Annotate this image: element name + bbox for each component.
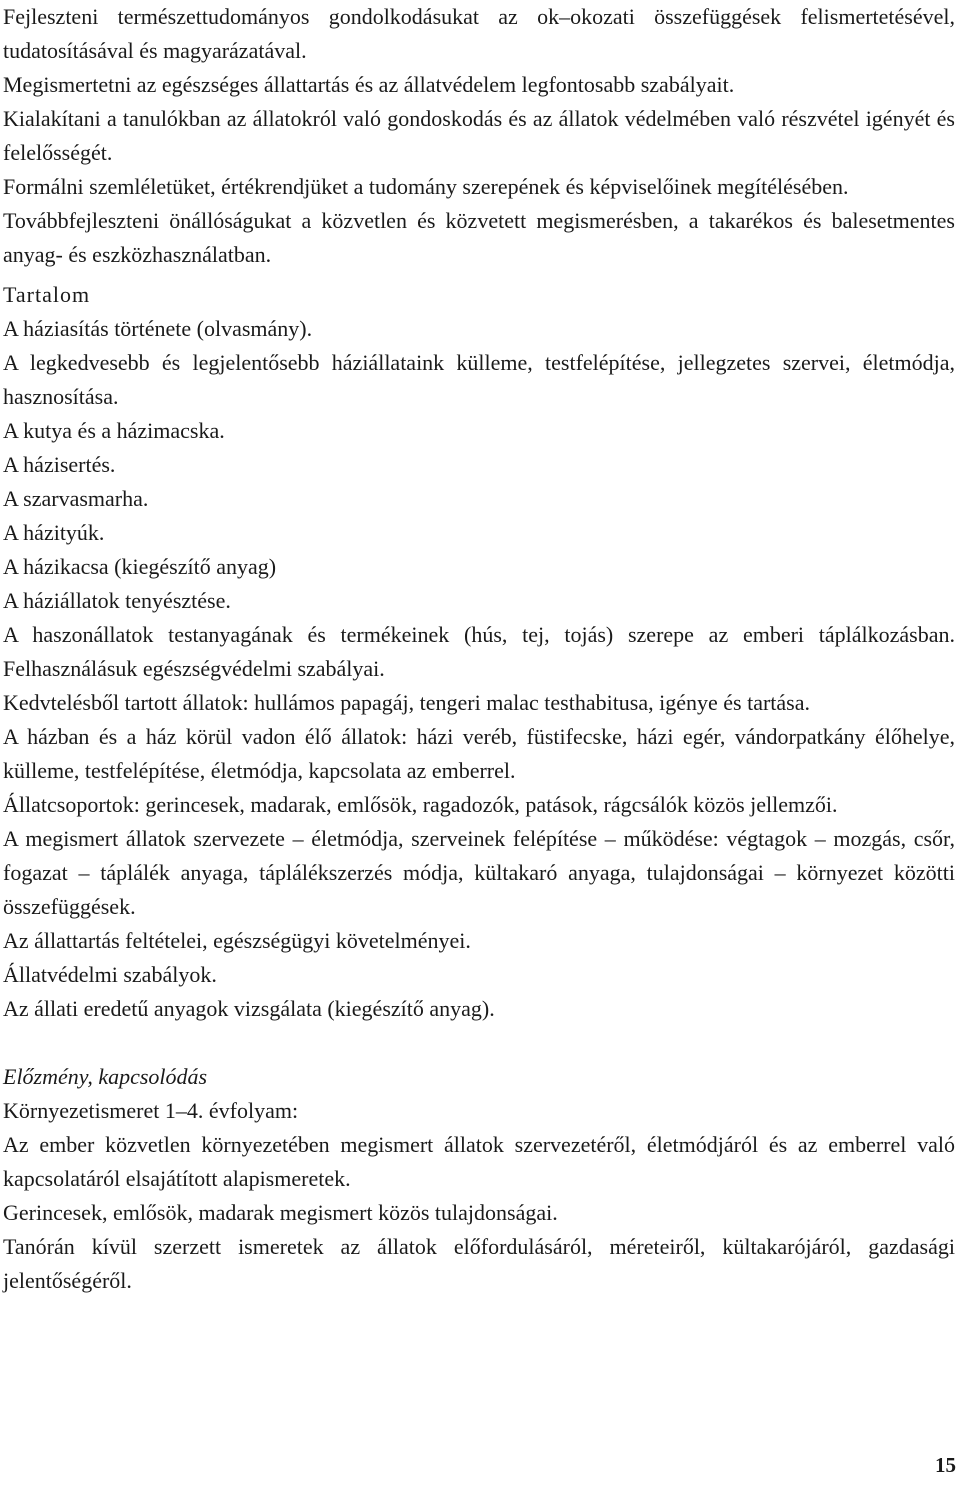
content-item: Kedvtelésből tartott állatok: hullámos papagáj, tengeri malac testhabitusa, igénye és tartása. <box>3 690 811 715</box>
content-heading: Tartalom <box>3 282 91 307</box>
prerequisite-item: Tanórán kívül szerzett ismeretek az állatok előfordulásáról, méreteiről, kültakarójáról, gazdasági jelentőségéről. <box>3 1234 955 1293</box>
goal-paragraph: Továbbfejleszteni önállóságukat a közvetlen és közvetett megismerésben, a takarékos és balesetmentes anyag- és eszközhasználatban. <box>3 208 955 267</box>
prerequisites-heading: Előzmény, kapcsolódás <box>3 1064 208 1089</box>
content-item: A házisertés. <box>3 452 116 477</box>
goal-paragraph: Kialakítani a tanulókban az állatokról való gondoskodás és az állatok védelmében való részvétel igényét és felelősségét. <box>3 106 955 165</box>
content-item: Az állati eredetű anyagok vizsgálata (kiegészítő anyag). <box>3 996 495 1021</box>
content-item: A házityúk. <box>3 520 105 545</box>
goal-paragraph: Megismertetni az egészséges állattartás és az állatvédelem legfontosabb szabályait. <box>3 72 735 97</box>
content-item: A kutya és a házimacska. <box>3 418 225 443</box>
content-item: A házban és a ház körül vadon élő állatok: házi veréb, füstifecske, házi egér, vándorpatkány élőhelye, külleme, testfelépítése, életmódja, kapcsolata az emberrel. <box>3 724 955 783</box>
content-section <box>3 278 955 1026</box>
prerequisite-item: Környezetismeret 1–4. évfolyam: <box>3 1098 299 1123</box>
content-item: A legkedvesebb és legjelentősebb háziállataink külleme, testfelépítése, jellegzetes szervei, életmódja, hasznosítása. <box>3 350 955 409</box>
content-item: A haszonállatok testanyagának és termékeinek (hús, tej, tojás) szerepe az emberi táplálkozásban. Felhasználásuk egészségvédelmi szabályai. <box>3 622 955 681</box>
goal-paragraph: Fejleszteni természettudományos gondolkodásukat az ok–okozati összefüggések felismertetésével, tudatosításával és magyarázatával. <box>3 4 955 63</box>
content-item: A háziállatok tenyésztése. <box>3 588 231 613</box>
prerequisite-item: Gerincesek, emlősök, madarak megismert közös tulajdonságai. <box>3 1200 558 1225</box>
content-item: A szarvasmarha. <box>3 486 149 511</box>
prerequisites-section <box>3 1060 955 1298</box>
section-spacer <box>3 1026 955 1060</box>
content-item: Állatvédelmi szabályok. <box>3 962 217 987</box>
content-item: A háziasítás története (olvasmány). <box>3 316 313 341</box>
goals-section <box>3 0 955 272</box>
document-page <box>3 0 955 1298</box>
prerequisite-item: Az ember közvetlen környezetében megismert állatok szervezetéről, életmódjáról és az emberrel való kapcsolatáról elsajátított alapismeretek. <box>3 1132 955 1191</box>
content-item: Állatcsoportok: gerincesek, madarak, emlősök, ragadozók, patások, rágcsálók közös jellemzői. <box>3 792 838 817</box>
content-item: A házikacsa (kiegészítő anyag) <box>3 554 277 579</box>
content-item: A megismert állatok szervezete – életmódja, szerveinek felépítése – működése: végtagok – mozgás, csőr, fogazat – táplálék anyaga, táplálékszerzés módja, kültakaró anyaga, tulajdonságai – környezet közötti összefüggések. <box>3 826 955 919</box>
page-number: 15 <box>935 1453 956 1477</box>
content-item: Az állattartás feltételei, egészségügyi követelményei. <box>3 928 471 953</box>
goal-paragraph: Formálni szemléletüket, értékrendjüket a tudomány szerepének és képviselőinek megítélésében. <box>3 174 849 199</box>
